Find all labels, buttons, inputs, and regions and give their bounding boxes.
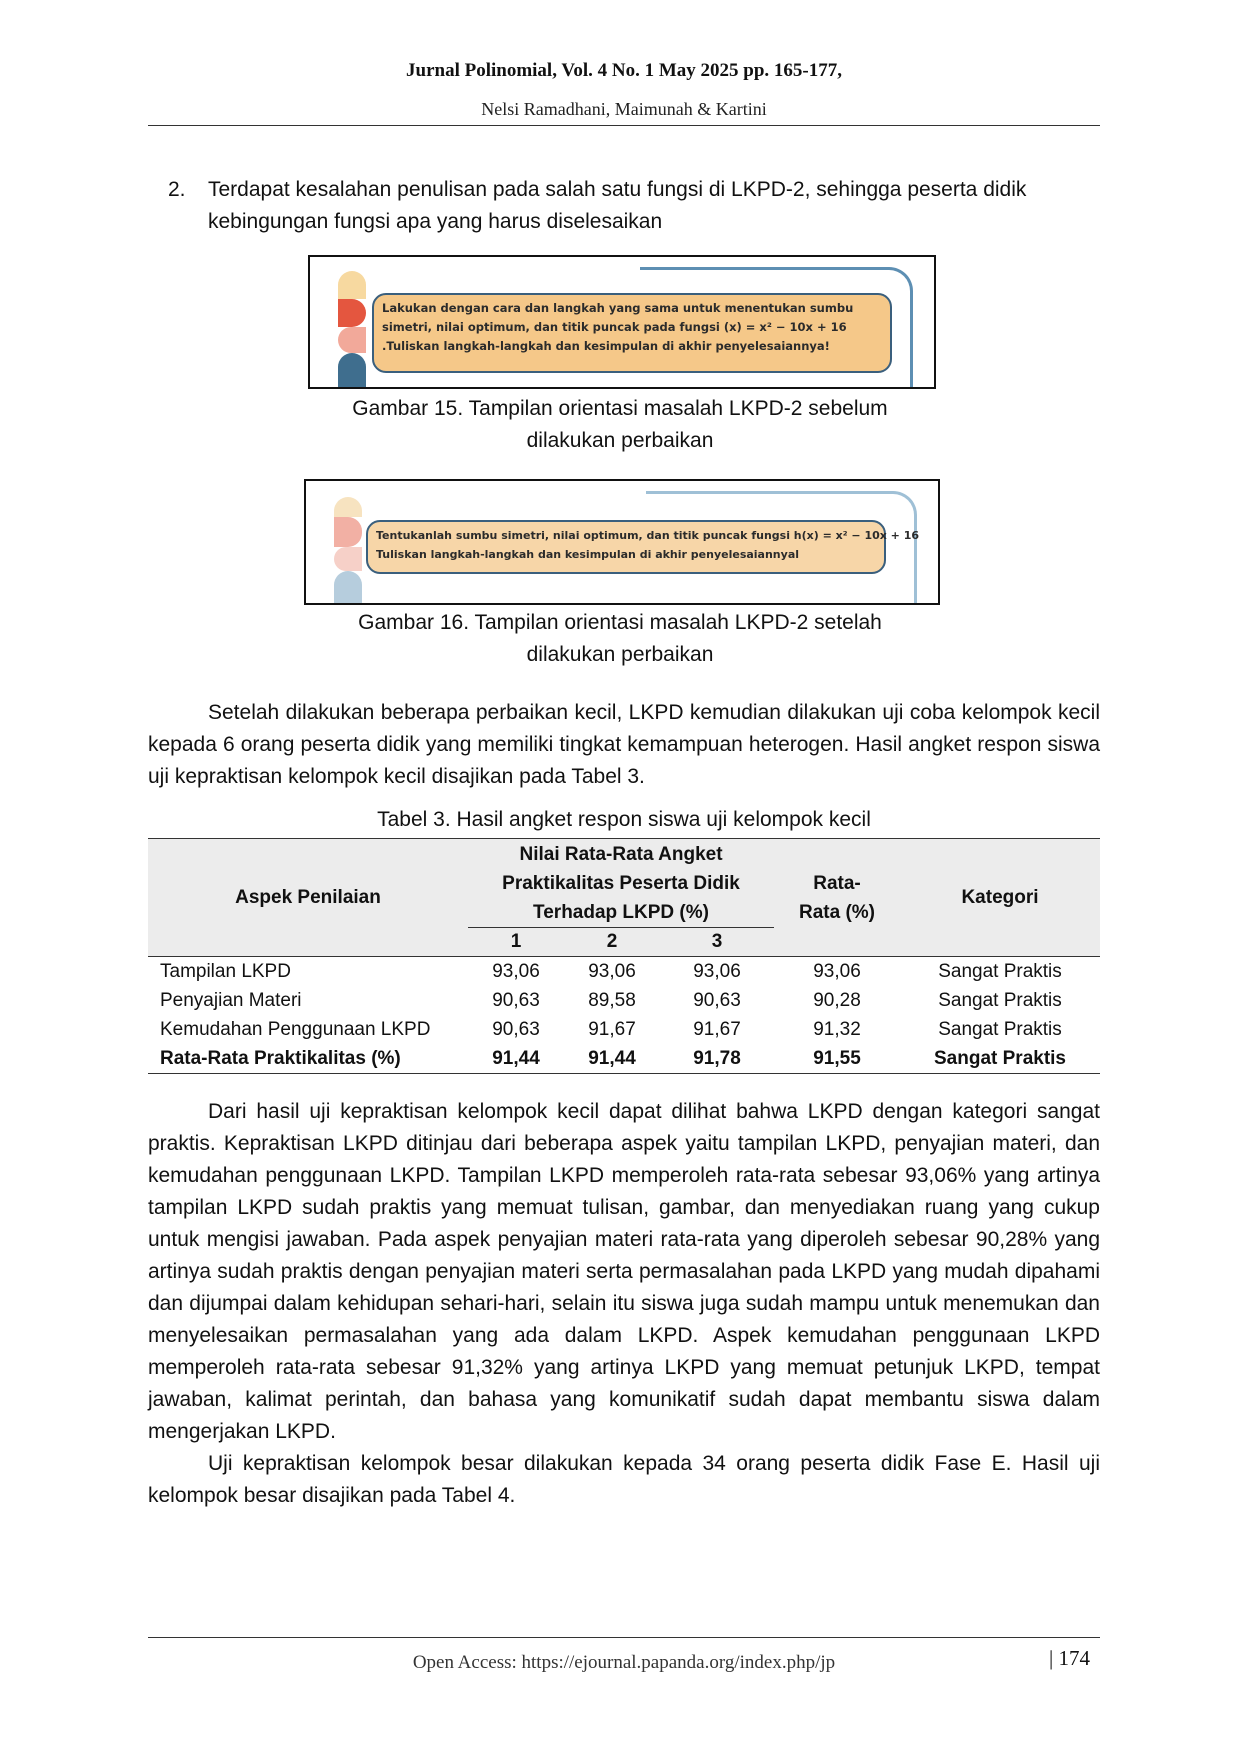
cell-value: 93,06 [564,957,660,987]
header-line: Rata (%) [798,901,875,923]
cell-rata: 91,32 [813,1019,861,1040]
cell-value: 90,63 [492,990,540,1011]
table-row-total [148,1044,1100,1074]
open-access-link[interactable]: Open Access: https://ejournal.papanda.org/index.php/jp [412,1652,836,1673]
figure-16-image [304,479,940,605]
body-paragraph [148,1096,1100,1448]
results-table [148,838,1100,1074]
table-caption: Tabel 3. Hasil angket respon siswa uji kelompok kecil [377,808,871,831]
cell-value: 91,44 [564,1044,660,1074]
list-number: 2. [168,178,186,201]
header-rata [774,839,900,957]
cell-aspek: Kemudahan Penggunaan LKPD [160,1019,431,1040]
cell-rata: 91,55 [774,1044,900,1074]
subheader: 1 [468,928,564,957]
author-line: Nelsi Ramadhani, Maimunah & Kartini [481,99,767,119]
figure-15-caption [300,393,940,457]
cell-aspek: Tampilan LKPD [148,957,468,987]
decor-shape [338,327,366,353]
header-aspek: Aspek Penilaian [148,839,468,957]
header-nilai [468,839,774,928]
decor-shape [334,517,362,547]
cell-rata: 90,28 [813,990,861,1011]
cell-value: 89,58 [588,990,636,1011]
cell-kategori: Sangat Praktis [900,957,1100,987]
cell-kategori: Sangat Praktis [938,1019,1062,1040]
problem-text-box [372,293,892,373]
body-paragraph [148,1448,1100,1512]
problem-text-line: Tuliskan langkah-langkah dan kesimpulan di akhir penyelesaiannyal [376,548,800,561]
header-kategori: Kategori [900,839,1100,957]
journal-title: Jurnal Polinomial, Vol. 4 No. 1 May 2025 pp. 165-177, [406,60,842,81]
header-rule [148,125,1100,126]
decor-shape [334,571,362,603]
subheader: 3 [660,928,774,957]
problem-text-line: Tentukanlah sumbu simetri, nilai optimum, dan titik puncak fungsi h(x) = x² − 10x + 16 [376,529,920,542]
figure-15-image [308,255,936,389]
cell-value: 90,63 [492,1019,540,1040]
cell-kategori: Sangat Praktis [938,990,1062,1011]
paragraph-text: Setelah dilakukan beberapa perbaikan kecil, LKPD kemudian dilakukan uji coba kelompok kecil kepada 6 orang peserta didik yang memiliki tingkat kemampuan heterogen. Hasil angket respon siswa uji kepraktisan kelompok kecil disajikan pada Tabel 3. [148,701,1100,788]
decor-shape [338,299,366,327]
body-paragraph [148,697,1100,793]
paragraph-text: Dari hasil uji kepraktisan kelompok kecil dapat dilihat bahwa LKPD dengan kategori sangat praktis. Kepraktisan LKPD ditinjau dari beberapa aspek yaitu tampilan LKPD, penyajian materi, dan kemudahan penggunaan LKPD. Tampilan LKPD memperoleh rata-rata sebesar 93,06% yang artinya tampilan LKPD sudah praktis yang memuat tulisan, gambar, dan menyediakan ruang yang cukup untuk mengisi jawaban. Pada aspek penyajian materi rata-rata yang diperoleh sebesar 90,28% yang artinya sudah praktis dengan penyajian materi serta permasalahan pada LKPD yang mudah dipahami dan dijumpai dalam kehidupan sehari-hari, selain itu siswa juga sudah mampu untuk menemukan dan menyelesaikan permasalahan yang ada dalam LKPD. Aspek kemudahan penggunaan LKPD memperoleh rata-rata sebesar 91,32% yang artinya LKPD yang memuat petunjuk LKPD, tempat jawaban, kalimat perintah, dan bahasa yang komunikatif sudah dapat membantu siswa dalam mengerjakan LKPD. [148,1100,1100,1443]
header-line: Nilai Rata-Rata Angket [519,843,723,865]
page-number: | 174 [1049,1646,1090,1670]
cell-aspek: Penyajian Materi [160,990,302,1011]
caption-line: Gambar 16. Tampilan orientasi masalah LKPD-2 setelah [358,611,882,634]
caption-line: dilakukan perbaikan [526,643,714,666]
caption-line: dilakukan perbaikan [526,429,714,452]
list-item-text: Terdapat kesalahan penulisan pada salah satu fungsi di LKPD-2, sehingga peserta didik kebingungan fungsi apa yang harus diselesaikan [208,178,1027,233]
cell-value: 93,06 [468,957,564,987]
problem-text-box [366,520,920,574]
cell-value: 90,63 [693,990,741,1011]
cell-value: 91,67 [693,1019,741,1040]
decor-shape [338,271,366,299]
caption-line: Gambar 15. Tampilan orientasi masalah LKPD-2 sebelum [352,397,888,420]
subheader: 2 [564,928,660,957]
running-header [148,58,1100,122]
problem-text: Lakukan dengan cara dan langkah yang sama untuk menentukan sumbu simetri, nilai optimum, dan titik puncak pada fungsi (x) = x² − 10x + 16 .Tuliskan langkah-langkah dan kesimpulan di akhir penyelesaiannya! [382,301,854,353]
table-row [148,986,1100,1015]
cell-rata: 93,06 [774,957,900,987]
cell-value: 91,44 [468,1044,564,1074]
table-row [148,1015,1100,1044]
cell-value: 91,67 [588,1019,636,1040]
header-line: Praktikalitas Peserta Didik [502,872,740,894]
decor-shape [338,353,366,387]
footer-rule [148,1637,1100,1638]
paragraph-text: Uji kepraktisan kelompok besar dilakukan kepada 34 orang peserta didik Fase E. Hasil uji kelompok besar disajikan pada Tabel 4. [148,1452,1100,1507]
figure-16-caption [300,607,940,671]
cell-aspek: Rata-Rata Praktikalitas (%) [148,1044,468,1074]
header-line: Rata- [813,872,861,894]
cell-kategori: Sangat Praktis [900,1044,1100,1074]
header-line: Terhadap LKPD (%) [533,901,709,923]
table-row [148,957,1100,987]
cell-value: 93,06 [660,957,774,987]
decor-shape [334,497,362,517]
numbered-list-item [168,174,1100,238]
decor-shape [334,547,362,571]
cell-value: 91,78 [660,1044,774,1074]
